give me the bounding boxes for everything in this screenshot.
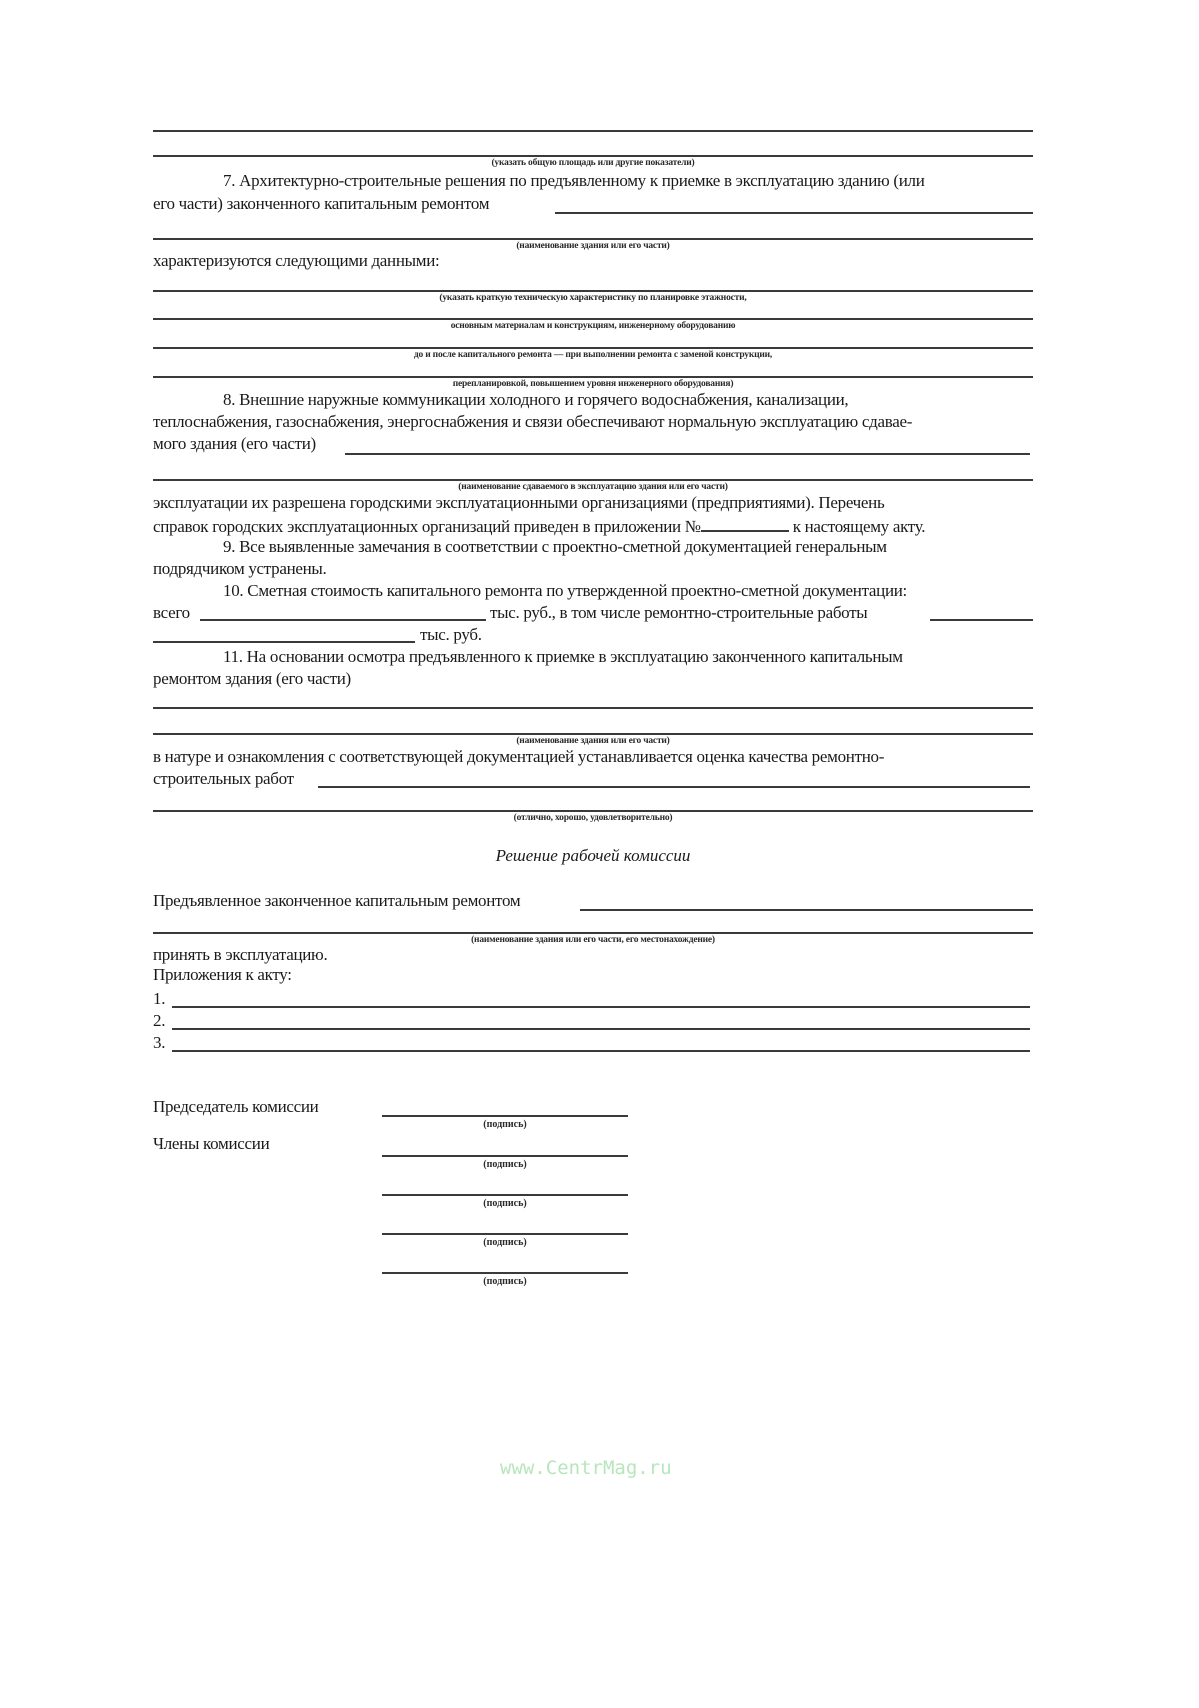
blank-line: [153, 155, 1033, 157]
section-8-line-4: эксплуатации их разрешена городскими эксплуатационными организациями (предприятиями). Перечень: [153, 493, 885, 512]
field-hint: (указать краткую техническую характеристику по планировке этажности,: [439, 293, 747, 303]
signature-hint: (подпись): [483, 1237, 527, 1248]
attachment-number-field[interactable]: [701, 514, 789, 532]
attachment-field-2[interactable]: [172, 1028, 1030, 1030]
section-8-line-2: теплоснабжения, газоснабжения, энергоснабжения и связи обеспечивают нормальную эксплуатацию сдавае-: [153, 412, 913, 431]
blank-line: [153, 318, 1033, 320]
field-hint: (отлично, хорошо, удовлетворительно): [513, 813, 673, 823]
section-7-line-3: характеризуются следующими данными:: [153, 251, 440, 270]
attachments-label: Приложения к акту:: [153, 965, 292, 984]
section-7-line-1: 7. Архитектурно-строительные решения по предъявленному к приемке в эксплуатацию зданию (или: [223, 171, 925, 190]
attachment-number: 1.: [153, 989, 166, 1008]
members-label: Члены комиссии: [153, 1134, 270, 1153]
section-11-line-1: 11. На основании осмотра предъявленного к приемке в эксплуатацию законченного капитальным: [223, 647, 903, 666]
chairman-label: Председатель комиссии: [153, 1097, 319, 1116]
blank-line: [153, 733, 1033, 735]
total-cost-field[interactable]: [200, 619, 486, 621]
blank-line: [153, 810, 1033, 812]
decision-line-1: Предъявленное законченное капитальным ремонтом: [153, 891, 521, 910]
blank-line: [153, 376, 1033, 378]
blank-line: [153, 347, 1033, 349]
watermark: www.CentrMag.ru: [500, 1457, 672, 1479]
field-hint: основным материалам и конструкциям, инженерному оборудованию: [450, 321, 736, 331]
section-10-line-1: 10. Сметная стоимость капитального ремонта по утвержденной проектно-сметной документации:: [223, 581, 907, 600]
field-hint: до и после капитального ремонта — при выполнении ремонта с заменой конструкции,: [413, 350, 773, 360]
member-signature-field-3[interactable]: [382, 1233, 628, 1235]
field-hint: (наименование здания или его части): [516, 736, 670, 746]
attachment-number: 3.: [153, 1033, 166, 1052]
section-8-line-5: справок городских эксплуатационных организаций приведен в приложении № к настоящему акту.: [153, 514, 925, 538]
field-hint: (указать общую площадь или другие показатели): [491, 158, 695, 168]
blank-line: [153, 290, 1033, 292]
chairman-signature-field[interactable]: [382, 1115, 628, 1117]
section-11-line-3: в натуре и ознакомления с соответствующей документацией устанавливается оценка качества ремонтно-: [153, 747, 885, 766]
attachment-number: 2.: [153, 1011, 166, 1030]
section-10-line-2a: всего: [153, 603, 190, 622]
building-name-field[interactable]: [580, 909, 1033, 911]
section-10-line-2b: тыс. руб., в том числе ремонтно-строительные работы: [490, 603, 868, 622]
member-signature-field-2[interactable]: [382, 1194, 628, 1196]
section-10-line-3: тыс. руб.: [420, 625, 482, 644]
blank-line: [153, 479, 1033, 481]
quality-field[interactable]: [318, 786, 1030, 788]
member-signature-field-1[interactable]: [382, 1155, 628, 1157]
attachment-field-3[interactable]: [172, 1050, 1030, 1052]
signature-hint: (подпись): [483, 1276, 527, 1287]
decision-heading: Решение рабочей комиссии: [495, 846, 691, 865]
blank-line: [345, 453, 1030, 455]
section-8-line-1: 8. Внешние наружные коммуникации холодного и горячего водоснабжения, канализации,: [223, 390, 849, 409]
blank-line: [555, 212, 1033, 214]
section-7-line-2: его части) законченного капитальным ремонтом: [153, 194, 490, 213]
blank-line: [153, 238, 1033, 240]
section-11-line-4: строительных работ: [153, 769, 294, 788]
member-signature-field-4[interactable]: [382, 1272, 628, 1274]
construction-cost-field[interactable]: [930, 619, 1033, 621]
blank-line: [153, 707, 1033, 709]
section-9-line-2: подрядчиком устранены.: [153, 559, 327, 578]
field-hint: перепланировкой, повышением уровня инженерного оборудования): [452, 379, 734, 389]
field-hint: (наименование здания или его части, его местонахождение): [471, 935, 715, 945]
signature-hint: (подпись): [483, 1119, 527, 1130]
construction-cost-field-cont[interactable]: [153, 641, 415, 643]
field-hint: (наименование сдаваемого в эксплуатацию здания или его части): [458, 482, 728, 492]
signature-hint: (подпись): [483, 1198, 527, 1209]
blank-line: [153, 130, 1033, 132]
field-hint: (наименование здания или его части): [516, 241, 670, 251]
decision-line-2: принять в эксплуатацию.: [153, 945, 328, 964]
section-9-line-1: 9. Все выявленные замечания в соответствии с проектно-сметной документацией генеральным: [223, 537, 887, 556]
signature-hint: (подпись): [483, 1159, 527, 1170]
attachment-field-1[interactable]: [172, 1006, 1030, 1008]
blank-line: [153, 932, 1033, 934]
section-8-line-3: мого здания (его части): [153, 434, 316, 453]
section-11-line-2: ремонтом здания (его части): [153, 669, 351, 688]
